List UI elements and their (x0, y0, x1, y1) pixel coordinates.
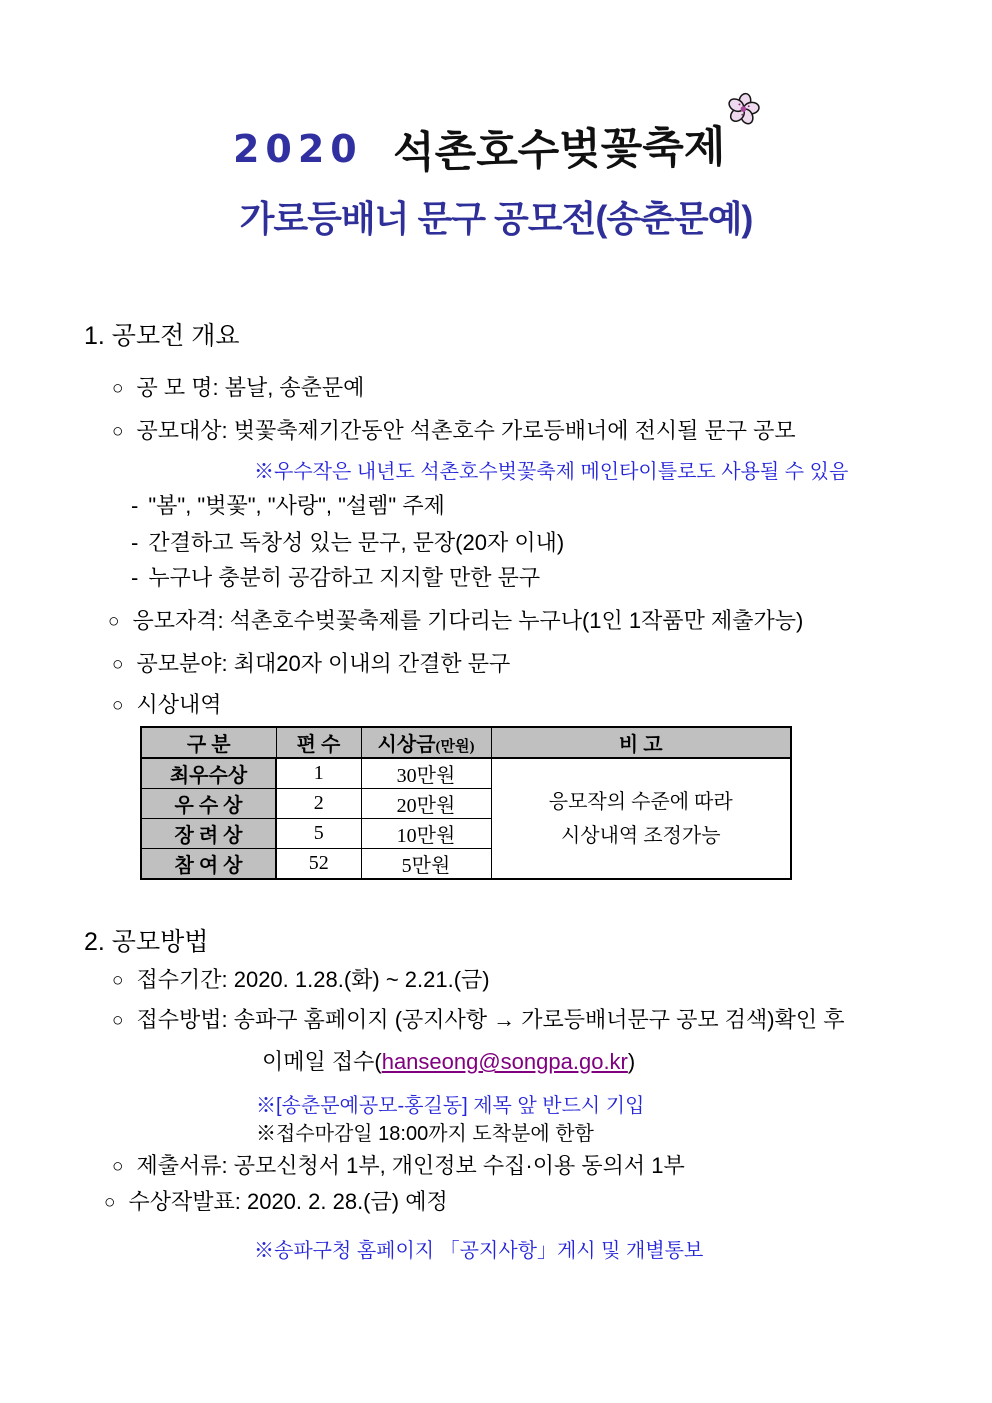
note-target-reuse: ※우수작은 내년도 석촌호수벚꽃축제 메인타이틀로도 사용될 수 있음 (254, 461, 849, 483)
award-category: 참 여 상 (141, 849, 276, 880)
item-awards (112, 688, 222, 719)
cherry-blossom-icon (724, 89, 763, 140)
note-email-title: ※[송춘문예공모-홍길동] 제목 앞 반드시 기입 (256, 1095, 645, 1117)
circle-bullet: ○ (108, 611, 120, 632)
section-overview-heading: 1. 공모전 개요 (84, 322, 240, 350)
award-table-header-row (141, 727, 791, 758)
item-contest-name-text: 공 모 명: 봄날, 송춘문예 (136, 375, 365, 400)
document-header (0, 116, 992, 177)
award-prize: 10만원 (361, 819, 491, 849)
item-eligibility (108, 604, 803, 635)
subitem-relatable (131, 561, 540, 592)
dash-bullet: - (131, 565, 139, 590)
item-awards-text: 시상내역 (136, 692, 222, 717)
award-header-count: 편 수 (276, 727, 361, 758)
item-field (112, 647, 510, 678)
award-count: 1 (276, 758, 361, 789)
circle-bullet: ○ (112, 421, 124, 442)
circle-bullet: ○ (112, 1156, 124, 1177)
award-header-note: 비 고 (491, 727, 791, 758)
award-header-prize: 시상금(만원) (361, 727, 491, 758)
section-method-heading: 2. 공모방법 (84, 928, 209, 956)
subitem-theme-text: "봄", "벚꽃", "사랑", "설렘" 주제 (148, 493, 445, 518)
item-announcement-text: 수상작발표: 2020. 2. 28.(금) 예정 (128, 1189, 448, 1214)
award-header-prize-unit: (만원) (435, 739, 475, 755)
award-prize: 5만원 (361, 849, 491, 880)
circle-bullet: ○ (112, 378, 124, 399)
subitem-concise-text: 간결하고 독창성 있는 문구, 문장(20자 이내) (148, 530, 565, 555)
award-count: 2 (276, 789, 361, 819)
subitem-theme (131, 489, 445, 520)
dash-bullet: - (131, 493, 139, 518)
email-submission-line (262, 1045, 635, 1076)
circle-bullet: ○ (112, 970, 124, 991)
award-prize: 30만원 (361, 758, 491, 789)
dash-bullet: - (131, 530, 139, 555)
item-documents-text: 제출서류: 공모신청서 1부, 개인정보 수집·이용 동의서 1부 (136, 1153, 685, 1178)
award-category: 우 수 상 (141, 789, 276, 819)
note-announcement: ※송파구청 홈페이지 「공지사항」게시 및 개별통보 (254, 1240, 704, 1262)
email-prefix: 이메일 접수( (262, 1049, 382, 1074)
circle-bullet: ○ (104, 1192, 116, 1213)
award-count: 5 (276, 819, 361, 849)
circle-bullet: ○ (112, 695, 124, 716)
item-contest-target-text: 공모대상: 벚꽃축제기간동안 석촌호수 가로등배너에 전시될 문구 공모 (136, 418, 796, 443)
item-contest-target (112, 414, 796, 445)
award-row-grand (141, 758, 791, 789)
circle-bullet: ○ (112, 1010, 124, 1031)
page-title: 가로등배너 문구 공모전(송춘문예) (239, 198, 753, 239)
note-deadline: ※접수마감일 18:00까지 도착분에 한함 (256, 1123, 594, 1145)
award-prize: 20만원 (361, 789, 491, 819)
item-method-text: 접수방법: 송파구 홈페이지 (공지사항 → 가로등배너문구 공모 검색)확인 후 (136, 1007, 845, 1032)
item-announcement (104, 1185, 448, 1216)
item-field-text: 공모분야: 최대20자 이내의 간결한 문구 (136, 651, 511, 676)
item-contest-name (112, 371, 364, 402)
award-note-line2: 시상내역 조정가능 (560, 824, 721, 847)
item-period-text: 접수기간: 2020. 1.28.(화) ~ 2.21.(금) (136, 967, 490, 992)
year-label: 2020 (232, 127, 363, 171)
festival-name-calligraphy: 석촌호수벚꽃축제 (392, 113, 759, 180)
item-method (112, 1003, 844, 1034)
item-period (112, 963, 490, 994)
award-table (140, 726, 792, 880)
email-link[interactable]: hanseong@songpa.go.kr (381, 1049, 628, 1074)
award-note-line1: 응모작의 수준에 따라 (548, 790, 733, 813)
award-note-cell (491, 758, 791, 879)
circle-bullet: ○ (112, 654, 124, 675)
award-category: 최우수상 (141, 758, 276, 789)
subitem-concise (131, 526, 564, 557)
award-count: 52 (276, 849, 361, 880)
item-eligibility-text: 응모자격: 석촌호수벚꽃축제를 기다리는 누구나(1인 1작품만 제출가능) (132, 608, 804, 633)
item-documents (112, 1149, 685, 1180)
email-suffix: ) (627, 1049, 636, 1074)
subitem-relatable-text: 누구나 충분히 공감하고 지지할 만한 문구 (148, 565, 541, 590)
award-header-category: 구 분 (141, 727, 276, 758)
award-category: 장 려 상 (141, 819, 276, 849)
